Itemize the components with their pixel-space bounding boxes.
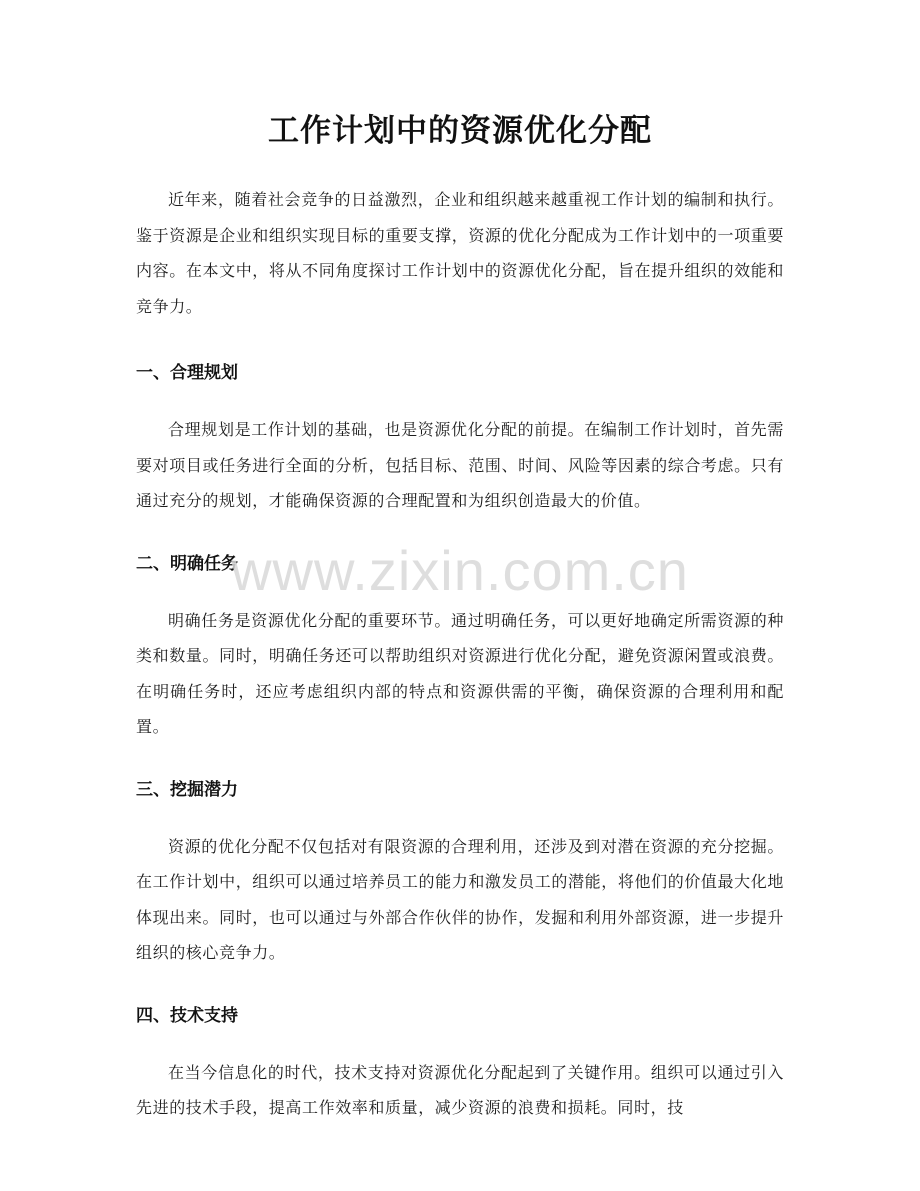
section-body-4: 在当今信息化的时代，技术支持对资源优化分配起到了关键作用。组织可以通过引入先进的技术手段，提高工作效率和质量，减少资源的浪费和损耗。同时，技 [136,1062,784,1117]
section-heading-2: 二、明确任务 [136,553,238,574]
section-body-2: 明确任务是资源优化分配的重要环节。通过明确任务，可以更好地确定所需资源的种类和数量。同时，明确任务还可以帮助组织对资源进行优化分配，避免资源闲置或浪费。在明确任务时，还应考虑组织内部的特点和资源供需的平衡，确保资源的合理利用和配置。 [136,610,784,736]
section-body-1: 合理规划是工作计划的基础，也是资源优化分配的前提。在编制工作计划时，首先需要对项目或任务进行全面的分析，包括目标、范围、时间、风险等因素的综合考虑。只有通过充分的规划，才能确保资源的合理配置和为组织创造最大的价值。 [136,420,784,510]
document-body [136,182,784,1126]
section-heading-1: 一、合理规划 [136,363,238,383]
document-title: 工作计划中的资源优化分配 [268,113,652,149]
section-body-3: 资源的优化分配不仅包括对有限资源的合理利用，还涉及到对潜在资源的充分挖掘。在工作计划中，组织可以通过培养员工的能力和激发员工的潜能，将他们的价值最大化地体现出来。同时，也可以通过与外部合作伙伴的协作，发掘和利用外部资源，进一步提升组织的核心竞争力。 [136,836,784,962]
intro-paragraph: 近年来，随着社会竞争的日益激烈，企业和组织越来越重视工作计划的编制和执行。鉴于资源是企业和组织实现目标的重要支撑，资源的优化分配成为工作计划中的一项重要内容。在本文中，将从不同角度探讨工作计划中的资源优化分配，旨在提升组织的效能和竞争力。 [136,190,784,316]
watermark: www.zixin.com.cn [231,539,689,602]
section-heading-3: 三、挖掘潜力 [136,779,238,800]
section-heading-4: 四、技术支持 [136,1005,238,1026]
